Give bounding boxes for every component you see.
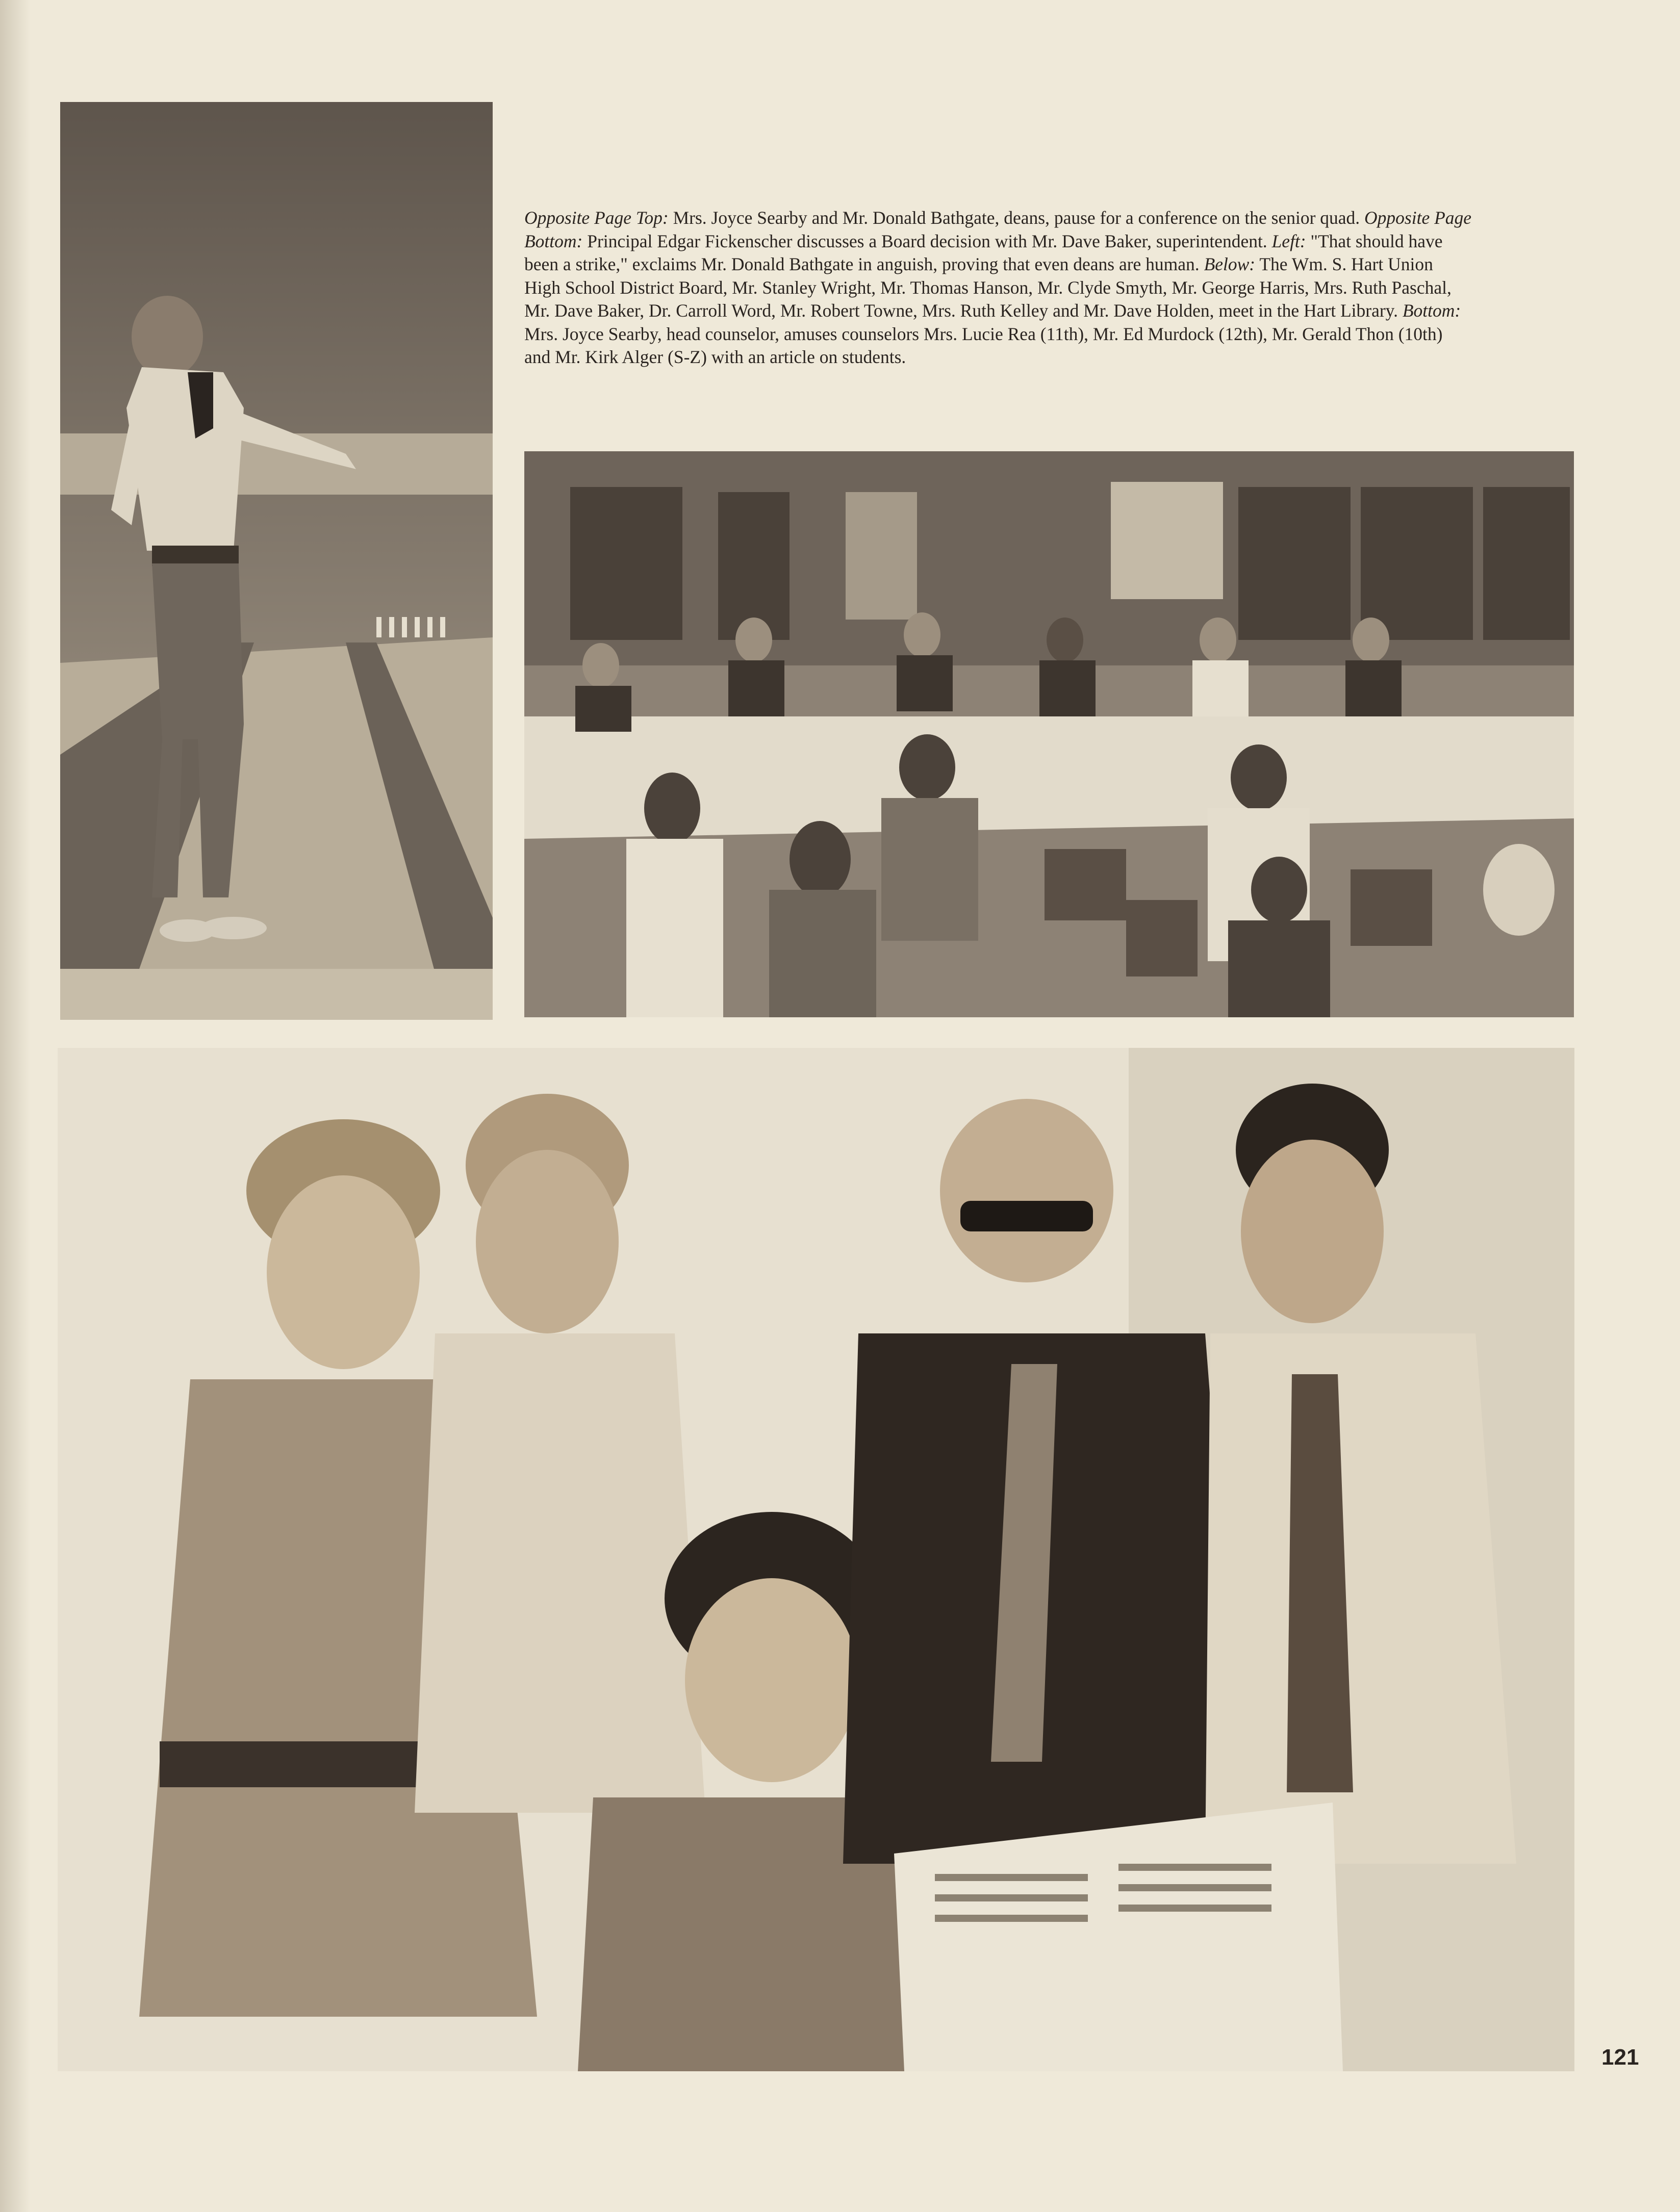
photo-caption	[524, 207, 1473, 369]
caption-text-opposite-top: Mrs. Joyce Searby and Mr. Donald Bathgate, deans, pause for a conference on the senior quad.	[668, 208, 1365, 228]
photo-board-meeting	[524, 451, 1574, 1017]
photo-counselors-group	[58, 1048, 1574, 2071]
caption-text-left: "That should have been a strike," exclaims Mr. Donald Bathgate in anguish, proving that even deans are human.	[524, 230, 1443, 274]
photo-bowling-dean	[60, 102, 493, 1020]
page-gutter-shade	[0, 0, 31, 2212]
caption-text-below: The Wm. S. Hart Union High School District Board, Mr. Stanley Wright, Mr. Thomas Hanson, Mr. Clyde Smyth, Mr. George Harris, Mrs. Ruth Paschal, Mr. Dave Baker, Dr. Carroll Word, Mr. Robert Towne, Mrs. Ruth Kelley and Mr. Dave Holden, meet in the Hart Library.	[524, 254, 1452, 321]
caption-label-opposite-bottom: Opposite Page Bottom:	[524, 208, 1472, 251]
caption-label-opposite-top: Opposite Page Top:	[524, 208, 669, 228]
caption-label-left: Left:	[1271, 230, 1306, 251]
caption-label-bottom: Bottom:	[1402, 300, 1461, 321]
caption-text-opposite-bottom: Principal Edgar Fickenscher discusses a Board decision with Mr. Dave Baker, superintendent.	[582, 230, 1272, 251]
page-number: 121	[1601, 2045, 1639, 2070]
caption-paragraph	[524, 207, 1473, 369]
caption-text-bottom: Mrs. Joyce Searby, head counselor, amuses counselors Mrs. Lucie Rea (11th), Mr. Ed Murdock (12th), Mr. Gerald Thon (10th) and Mr. Kirk Alger (S-Z) with an article on students.	[524, 323, 1443, 367]
caption-label-below: Below:	[1204, 254, 1256, 274]
